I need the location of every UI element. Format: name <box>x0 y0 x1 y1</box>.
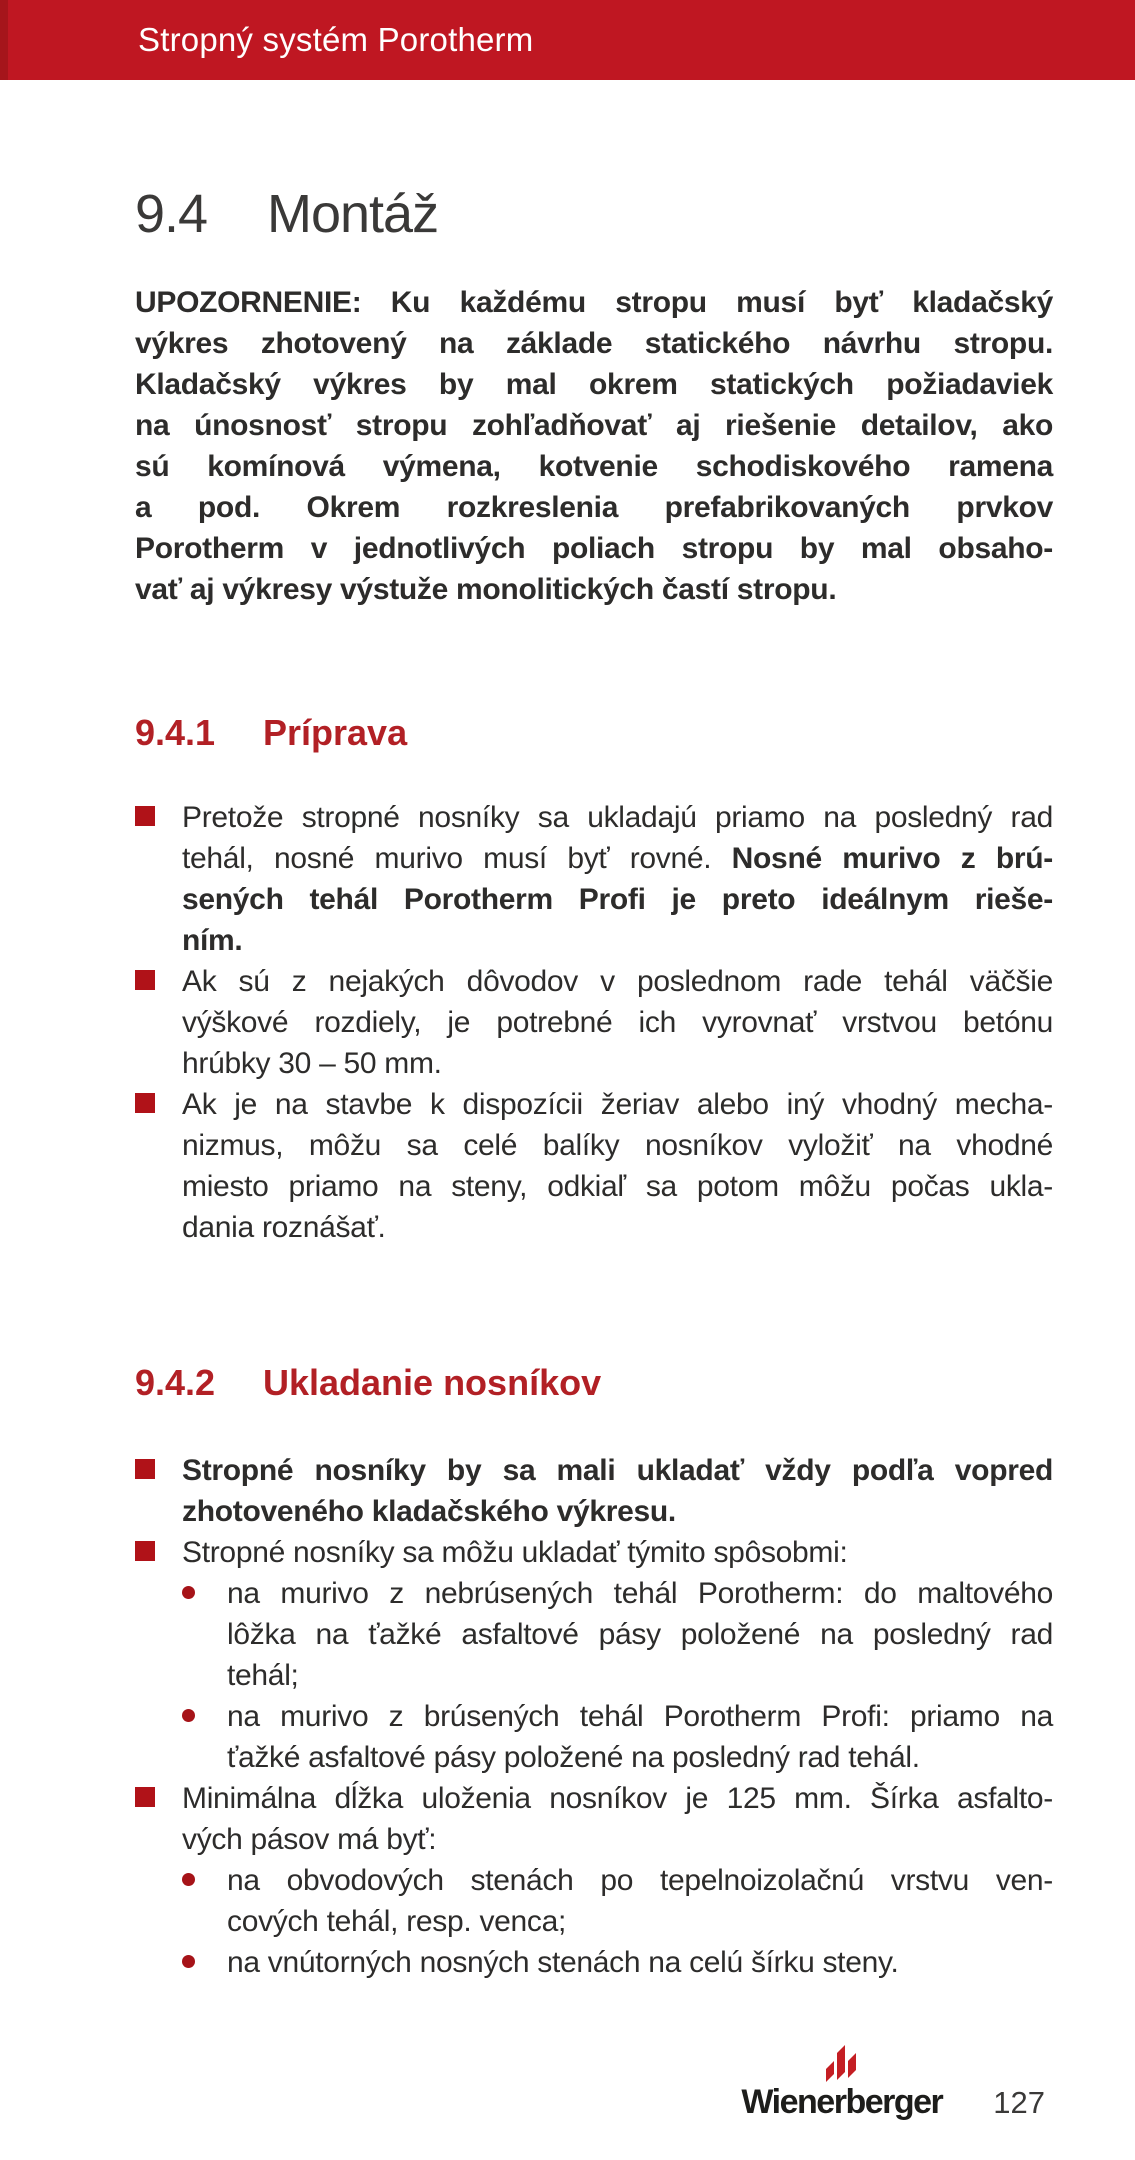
text-line: ťažké asfaltové pásy položené na posledný rad tehál. <box>227 1741 920 1774</box>
section-title: Príprava <box>263 712 408 753</box>
text-line: výkres zhotovený na základe statického návrhu stropu. <box>135 327 1053 360</box>
chapter-number: 9.4 <box>135 184 208 244</box>
list-item-text <box>182 1450 1053 1532</box>
chapter-label: Montáž <box>267 184 439 244</box>
text-line: zhotoveného kladačského výkresu. <box>182 1495 676 1528</box>
text-line: Porotherm v jednotlivých poliach stropu by mal obsaho- <box>135 532 1053 565</box>
square-bullet-icon <box>135 970 155 990</box>
list-item <box>182 1573 1053 1696</box>
text-line: tehál, nosné murivo musí byť rovné. Nosné murivo z brú- <box>182 842 1053 875</box>
content-column <box>0 184 1135 1983</box>
text-line: na únosnosť stropu zohľadňovať aj riešenie detailov, ako <box>135 409 1053 442</box>
dot-bullet-icon <box>182 1586 195 1599</box>
text-line: na murivo z nebrúsených tehál Porotherm: do maltového <box>227 1577 1053 1610</box>
list-item <box>135 1450 1053 1532</box>
text-line: Ak je na stavbe k dispozícii žeriav alebo iný vhodný mecha- <box>182 1088 1053 1121</box>
wienerberger-logo <box>741 2042 943 2121</box>
square-bullet-icon <box>135 1541 155 1561</box>
text-line: sených tehál Porotherm Profi je preto ideálnym rieše- <box>182 883 1053 916</box>
section-title: Ukladanie nosníkov <box>263 1362 602 1403</box>
header-title: Stropný systém Porotherm <box>138 21 534 58</box>
text-line: Minimálna dĺžka uloženia nosníkov je 125 mm. Šírka asfalto- <box>182 1782 1053 1815</box>
list-item <box>135 1532 1053 1573</box>
dot-bullet-icon <box>182 1955 195 1968</box>
dot-bullet-icon <box>182 1709 195 1722</box>
text-line: cových tehál, resp. venca; <box>227 1905 567 1938</box>
text-line: Stropné nosníky by sa mali ukladať vždy podľa vopred <box>182 1454 1053 1487</box>
section-number: 9.4.2 <box>135 1362 216 1403</box>
text-line: nizmus, môžu sa celé balíky nosníkov vyložiť na vhodné <box>182 1129 1053 1162</box>
square-bullet-icon <box>135 1787 155 1807</box>
text-line: UPOZORNENIE: Ku každému stropu musí byť kladačský <box>135 286 1053 319</box>
list-item-text <box>182 961 1053 1084</box>
text-line: na vnútorných nosných stenách na celú šírku steny. <box>227 1946 899 1979</box>
list-item-text <box>182 797 1053 961</box>
text-line: Pretože stropné nosníky sa ukladajú priamo na posledný rad <box>182 801 1053 834</box>
list-item-text <box>227 1696 1053 1778</box>
text-line: ním. <box>182 924 243 957</box>
list-item <box>135 961 1053 1084</box>
list-item <box>182 1942 1053 1983</box>
text-line: hrúbky 30 – 50 mm. <box>182 1047 442 1080</box>
text-line: výškové rozdiely, je potrebné ich vyrovnať vrstvou betónu <box>182 1006 1053 1039</box>
text-line: miesto priamo na steny, odkiaľ sa potom môžu počas ukla- <box>182 1170 1053 1203</box>
bullet-list-9-4-1 <box>135 797 1053 1248</box>
header-edge-stripe <box>0 0 8 80</box>
text-line: vať aj výkresy výstuže monolitických častí stropu. <box>135 573 837 606</box>
text-line: na murivo z brúsených tehál Porotherm Profi: priamo na <box>227 1700 1053 1733</box>
list-item-text <box>182 1084 1053 1248</box>
dot-bullet-icon <box>182 1873 195 1886</box>
list-item <box>135 1778 1053 1860</box>
text-line: Stropné nosníky sa môžu ukladať týmito spôsobmi: <box>182 1536 848 1569</box>
warning-paragraph <box>135 282 1053 610</box>
text-line: tehál; <box>227 1659 299 1692</box>
section-number: 9.4.1 <box>135 712 216 753</box>
text-line: Ak sú z nejakých dôvodov v poslednom rade tehál väčšie <box>182 965 1053 998</box>
text-line: a pod. Okrem rozkreslenia prefabrikovaných prvkov <box>135 491 1053 524</box>
footer <box>0 2043 1135 2121</box>
text-line: na obvodových stenách po tepelnoizolačnú vrstvu ven- <box>227 1864 1053 1897</box>
list-item-text <box>227 1860 1053 1942</box>
text-line: lôžka na ťažké asfaltové pásy položené na posledný rad <box>227 1618 1053 1651</box>
text-line: Kladačský výkres by mal okrem statických požiadaviek <box>135 368 1053 401</box>
text-line: dania roznášať. <box>182 1211 386 1244</box>
list-item-text <box>227 1942 1053 1983</box>
section-heading-9-4-1 <box>135 710 1053 756</box>
square-bullet-icon <box>135 806 155 826</box>
list-item <box>135 797 1053 961</box>
list-item <box>182 1696 1053 1778</box>
wienerberger-flame-icon <box>825 2042 859 2084</box>
section-heading-9-4-2 <box>135 1360 1053 1406</box>
header-bar <box>0 0 1135 80</box>
list-item-text <box>182 1532 1053 1573</box>
brand-wordmark: Wienerberger <box>741 2083 943 2121</box>
list-item <box>135 1084 1053 1248</box>
text-line: sú komínová výmena, kotvenie schodiskového ramena <box>135 450 1053 483</box>
square-bullet-icon <box>135 1093 155 1113</box>
square-bullet-icon <box>135 1459 155 1479</box>
list-item <box>182 1860 1053 1942</box>
bullet-list-9-4-2 <box>135 1450 1053 1983</box>
chapter-title <box>135 184 1053 244</box>
list-item-text <box>182 1778 1053 1860</box>
page-number: 127 <box>993 2085 1045 2120</box>
list-item-text <box>227 1573 1053 1696</box>
text-line: vých pásov má byť: <box>182 1823 437 1856</box>
